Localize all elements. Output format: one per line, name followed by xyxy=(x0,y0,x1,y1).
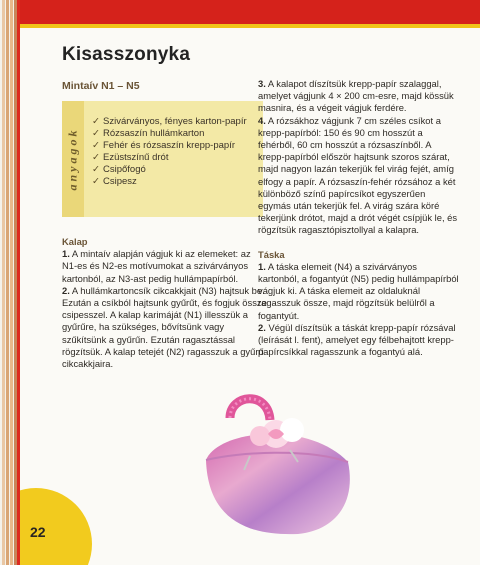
material-label: Szivárványos, fényes karton-papír xyxy=(103,116,247,127)
step-number: 2. xyxy=(258,321,266,333)
spacer xyxy=(258,237,460,249)
materials-tag-label: anyagok xyxy=(65,127,80,191)
step-number: 3. xyxy=(258,78,266,89)
check-icon: ✓ xyxy=(92,152,100,163)
materials-tag xyxy=(62,101,84,217)
step-text: A táska elemeit (N4) a szivárványos kartonból, a fogantyút (N5) pedig hullámpapírból vágjuk ki. A táska elemeit az oldaluknál ragasszuk össze, majd rögzítsük belülről a fogantyút. xyxy=(258,260,459,321)
material-label: Csipőfogó xyxy=(103,164,146,175)
rose-small xyxy=(250,426,270,446)
page-edge xyxy=(10,0,13,565)
step-text: A rózsákhoz vágjunk 7 cm széles csíkot a krepp-papírból: 150 és 90 cm hosszút a fehérből, 60 cm hosszút a rózsaszínből. A krepp-papírból először hajtsunk szoros szárat, majd nagyon lazán tekerjük fel virág fejét, amíg elfogy a papír. A rózsaszín-fehér rózsához a két különböző színű papírcsíkot egyszerűen egymás után tekerjük fel. A virág szára köré tekerjünk drótot, majd a drót végét csípjük le, és rögzítsük ragasztópisztollyal a kalapra. xyxy=(258,114,458,236)
material-item xyxy=(92,128,263,140)
instruction-step xyxy=(258,115,460,237)
book-page xyxy=(20,0,480,565)
step-text: A hullámkartoncsík cikcakkjait (N3) hajtsuk be. Ezután a csíkból hajtsunk gyűrűt, és fogjuk össze csipesszel. A kalap karimáját (N1) illesszük a gyűrűre, ha szükséges, bővítsünk vagy szűkítsünk a gyűrűn. Ezután ragasztással rögzítsük. A kalap tetejét (N2) ragasszuk a gyűrű cikcakkjaira. xyxy=(62,284,267,370)
bag-body xyxy=(206,434,350,534)
material-item xyxy=(92,152,263,164)
check-icon: ✓ xyxy=(92,140,100,151)
material-item xyxy=(92,164,263,176)
page-edge xyxy=(2,0,5,565)
instruction-step xyxy=(258,322,460,359)
rose-white xyxy=(280,418,304,442)
page-number: 22 xyxy=(30,524,46,540)
check-icon: ✓ xyxy=(92,176,100,187)
bag-handle xyxy=(230,399,270,420)
instruction-step xyxy=(62,285,267,370)
top-yellow-stripe xyxy=(20,24,480,28)
step-text: A kalapot díszítsük krepp-papír szalaggal, amelyet vágjunk 4 × 200 cm-esre, majd kössük masnira, és a végeit vágjuk ferdére. xyxy=(258,78,454,114)
check-icon: ✓ xyxy=(92,164,100,175)
pattern-sheet-label: Mintaív N1 – N5 xyxy=(62,80,140,92)
step-number: 4. xyxy=(258,114,266,126)
step-text: A mintaív alapján vágjuk ki az elemeket: az N1-es és N2-es motívumokat a szivárványos kartonból, az N3-ast pedig hullámpapírból. xyxy=(62,248,251,284)
step-text: Végül díszítsük a táskát krepp-papír rózsával (leírását l. fent), amelyet egy félbehajtott krepp-papírcsíkkal ragasszunk a fogantyú alá. xyxy=(258,321,456,358)
material-label: Fehér és rózsaszín krepp-papír xyxy=(103,140,236,151)
step-number: 1. xyxy=(258,260,266,272)
top-red-band xyxy=(20,0,480,24)
step-number: 1. xyxy=(62,248,70,260)
instruction-step xyxy=(258,78,460,115)
material-item xyxy=(92,116,263,128)
section-heading-kalap: Kalap xyxy=(62,236,88,247)
step-number: 2. xyxy=(62,284,70,296)
material-item xyxy=(92,140,263,152)
material-label: Rózsaszín hullámkarton xyxy=(103,128,205,139)
materials-box xyxy=(62,101,263,217)
left-column xyxy=(62,236,267,370)
material-label: Csipesz xyxy=(103,176,137,187)
section-heading-taska: Táska xyxy=(258,248,285,260)
material-item xyxy=(92,176,263,188)
check-icon: ✓ xyxy=(92,116,100,127)
instruction-step xyxy=(62,248,267,285)
page-title: Kisasszonyka xyxy=(62,44,191,65)
page-edge xyxy=(6,0,9,565)
right-column xyxy=(258,78,460,358)
handbag-photo xyxy=(198,390,360,540)
materials-list xyxy=(92,116,263,188)
check-icon: ✓ xyxy=(92,128,100,139)
material-label: Ezüstszínű drót xyxy=(103,152,169,163)
instruction-step xyxy=(258,261,460,322)
